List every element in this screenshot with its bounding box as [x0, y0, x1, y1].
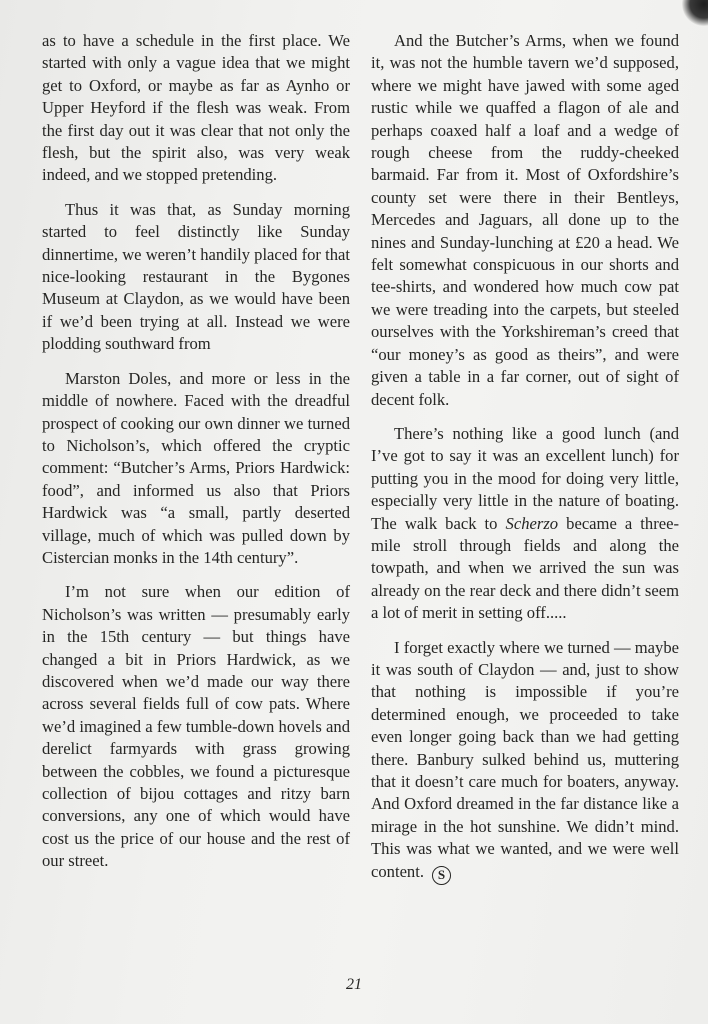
- paragraph: I’m not sure when our edition of Nicholson’s was written — presumably early in the 15th century — but things have changed a bit in Priors Hardwick, as we discovered when we’d made our way there across several fields full of cow pats. Where we’d imagined a few tumble-down hovels and derelict farmyards with grass growing between the cobbles, we found a picturesque collection of bijou cottages and ritzy barn conversions, any one of which would have cost us the price of our house and the rest of our street.: [42, 582, 350, 871]
- end-of-article-mark: S: [432, 866, 451, 885]
- paragraph-text: There’s nothing like a good lunch (and I’ve got to say it was an excellent lunch) for putting you in the mood for doing very little, especially very little in the nature of boating. The walk back to: [371, 423, 679, 533]
- paragraph: Marston Doles, and more or less in the middle of nowhere. Faced with the dreadful prospect of cooking our own dinner we turned to Nicholson’s, which offered the cryptic comment: “Butcher’s Arms, Priors Hardwick: food”, and informed us also that Priors Hardwick was “a small, partly deserted village, much of which was pulled down by Cistercian monks in the 14th century”.: [42, 368, 350, 567]
- boat-name: Scherzo: [505, 513, 559, 533]
- paragraph: as to have a schedule in the first place. We started with only a vague idea that we might get to Oxford, or maybe as far as Aynho or Upper Heyford if the flesh was weak. From the first day out it was clear that not only the flesh, but the spirit also, was very weak indeed, and we stopped pretending.: [42, 31, 350, 185]
- paragraph: [371, 637, 679, 885]
- paragraph: [371, 423, 679, 625]
- paragraph: And the Butcher’s Arms, when we found it, was not the humble tavern we’d supposed, where we might have jawed with some aged rustic while we quaffed a flagon of ale and perhaps coaxed half a loaf and a wedge of rough cheese from the ruddy-cheeked barmaid. Far from it. Most of Oxfordshire’s county set were there in their Bentleys, Mercedes and Jaguars, all done up to the nines and Sunday-lunching at £20 a head. We felt somewhat conspicuous in our shorts and tee-shirts, and wondered how much cow pat we were treading into the carpets, but steeled ourselves with the Yorkshireman’s creed that “our money’s as good as theirs”, and were given a table in a far corner, out of sight of decent folk.: [371, 31, 679, 409]
- paragraph: Thus it was that, as Sunday morning started to feel distinctly like Sunday dinnertime, we weren’t handily placed for that nice-looking restaurant in the Bygones Museum at Claydon, as we would have been if we’d been trying at all. Instead we were plodding southward from: [42, 199, 350, 354]
- paragraph-text: I forget exactly where we turned — maybe it was south of Claydon — and, just to show that nothing is impossible if you’re determined enough, we proceeded to take even longer going back than we had getting there. Banbury sulked behind us, muttering that it doesn’t care much for boaters, anyway. And Oxford dreamed in the far distance like a mirage in the hot sunshine. We didn’t mind. This was what we wanted, and we were well content.: [371, 637, 679, 881]
- page-number: 21: [346, 976, 362, 993]
- left-column: [42, 30, 350, 885]
- right-column: [371, 30, 679, 897]
- page-corner-shadow: [682, 0, 708, 26]
- paragraph-text: became a three-mile stroll through fields and along the towpath, and when we arrived the sun was already on the rear deck and there didn’t seem a lot of merit in setting off.....: [371, 513, 679, 623]
